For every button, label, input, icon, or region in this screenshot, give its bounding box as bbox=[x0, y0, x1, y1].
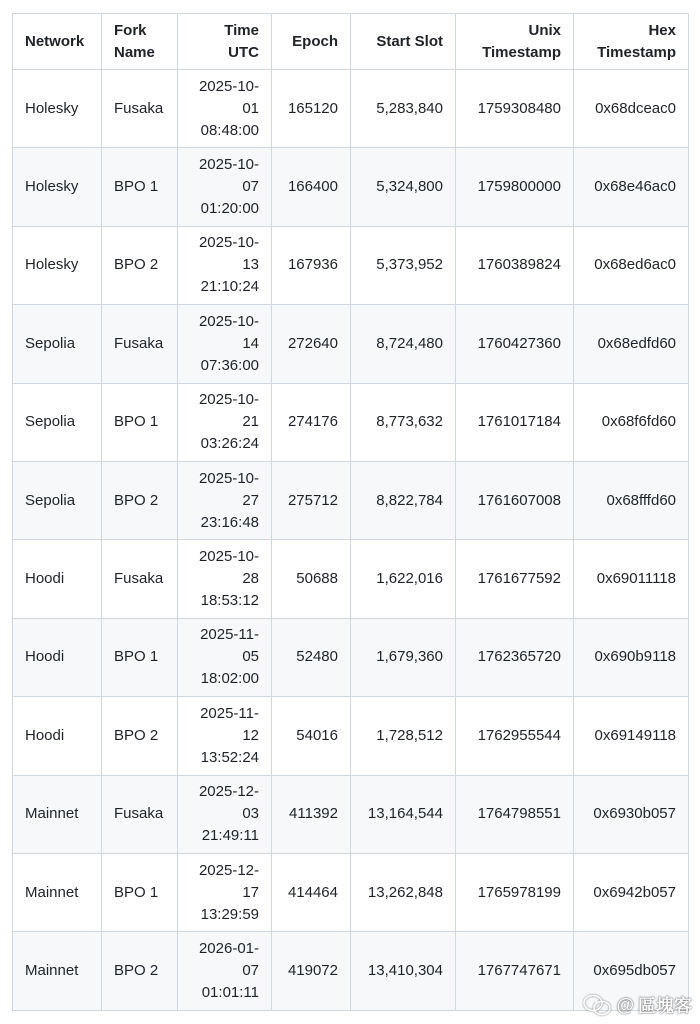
cell-fork-name: BPO 1 bbox=[102, 383, 178, 461]
cell-start-slot: 13,410,304 bbox=[351, 932, 456, 1010]
cell-network: Sepolia bbox=[13, 461, 102, 539]
time-date: 2025-10- bbox=[198, 156, 259, 174]
time-date: 2025-12- bbox=[198, 783, 259, 801]
cell-time-utc bbox=[178, 148, 272, 226]
cell-start-slot: 1,622,016 bbox=[351, 540, 456, 618]
time-date: 2025-10- bbox=[198, 77, 259, 95]
header-network: Network bbox=[13, 14, 102, 70]
cell-hex-timestamp: 0x68f6fd60 bbox=[574, 383, 689, 461]
cell-time-utc bbox=[178, 461, 272, 539]
cell-time-utc bbox=[178, 226, 272, 304]
cell-unix-timestamp: 1761607008 bbox=[456, 461, 574, 539]
cell-fork-name: Fusaka bbox=[102, 540, 178, 618]
time-clock: 18:02:00 bbox=[200, 670, 259, 688]
time-date: 2026-01- bbox=[198, 939, 259, 957]
time-day: 05 bbox=[242, 648, 259, 666]
watermark bbox=[582, 992, 692, 1018]
cell-unix-timestamp: 1760389824 bbox=[456, 226, 574, 304]
cell-hex-timestamp: 0x690b9118 bbox=[574, 618, 689, 696]
table-row bbox=[13, 70, 689, 148]
cell-fork-name: BPO 1 bbox=[102, 148, 178, 226]
table-row bbox=[13, 540, 689, 618]
cell-network: Hoodi bbox=[13, 540, 102, 618]
cell-epoch: 54016 bbox=[272, 697, 351, 775]
cell-fork-name: Fusaka bbox=[102, 305, 178, 383]
cell-unix-timestamp: 1762365720 bbox=[456, 618, 574, 696]
cell-time-utc bbox=[178, 540, 272, 618]
cell-unix-timestamp: 1765978199 bbox=[456, 853, 574, 931]
cell-start-slot: 5,324,800 bbox=[351, 148, 456, 226]
cell-time-utc bbox=[178, 70, 272, 148]
cell-hex-timestamp: 0x68e46ac0 bbox=[574, 148, 689, 226]
cell-network: Sepolia bbox=[13, 383, 102, 461]
cell-start-slot: 8,822,784 bbox=[351, 461, 456, 539]
wechat-logo-icon bbox=[582, 993, 612, 1017]
cell-epoch: 419072 bbox=[272, 932, 351, 1010]
cell-hex-timestamp: 0x69011118 bbox=[574, 540, 689, 618]
watermark-text: 區塊客 bbox=[638, 996, 692, 1016]
cell-hex-timestamp: 0x68edfd60 bbox=[574, 305, 689, 383]
cell-fork-name: BPO 1 bbox=[102, 853, 178, 931]
cell-epoch: 414464 bbox=[272, 853, 351, 931]
cell-time-utc bbox=[178, 697, 272, 775]
header-start-slot: Start Slot bbox=[351, 14, 456, 70]
time-date: 2025-10- bbox=[198, 234, 259, 252]
time-clock: 13:29:59 bbox=[200, 905, 259, 923]
cell-unix-timestamp: 1764798551 bbox=[456, 775, 574, 853]
cell-start-slot: 1,728,512 bbox=[351, 697, 456, 775]
time-date: 2025-11- bbox=[200, 704, 259, 722]
cell-network: Hoodi bbox=[13, 618, 102, 696]
cell-unix-timestamp: 1759800000 bbox=[456, 148, 574, 226]
time-day: 07 bbox=[242, 961, 259, 979]
cell-epoch: 167936 bbox=[272, 226, 351, 304]
cell-epoch: 275712 bbox=[272, 461, 351, 539]
time-day: 07 bbox=[242, 178, 259, 196]
cell-hex-timestamp: 0x69149118 bbox=[574, 697, 689, 775]
cell-fork-name: BPO 2 bbox=[102, 226, 178, 304]
time-clock: 01:01:11 bbox=[201, 983, 259, 1001]
cell-fork-name: BPO 2 bbox=[102, 697, 178, 775]
time-day: 13 bbox=[242, 256, 259, 274]
cell-start-slot: 8,773,632 bbox=[351, 383, 456, 461]
cell-network: Holesky bbox=[13, 70, 102, 148]
table-row bbox=[13, 383, 689, 461]
table-row bbox=[13, 618, 689, 696]
cell-start-slot: 8,724,480 bbox=[351, 305, 456, 383]
time-date: 2025-10- bbox=[198, 391, 259, 409]
cell-unix-timestamp: 1761017184 bbox=[456, 383, 574, 461]
time-day: 12 bbox=[242, 726, 259, 744]
time-clock: 21:49:11 bbox=[201, 827, 259, 845]
time-day: 01 bbox=[242, 99, 259, 117]
cell-epoch: 272640 bbox=[272, 305, 351, 383]
header-row bbox=[13, 14, 689, 70]
time-date: 2025-12- bbox=[198, 861, 259, 879]
cell-epoch: 274176 bbox=[272, 383, 351, 461]
table-row bbox=[13, 853, 689, 931]
cell-time-utc bbox=[178, 618, 272, 696]
fork-schedule-table bbox=[12, 13, 689, 1011]
cell-network: Holesky bbox=[13, 226, 102, 304]
cell-start-slot: 13,164,544 bbox=[351, 775, 456, 853]
table-row bbox=[13, 697, 689, 775]
time-clock: 03:26:24 bbox=[200, 435, 259, 453]
table-row bbox=[13, 226, 689, 304]
cell-fork-name: Fusaka bbox=[102, 775, 178, 853]
time-date: 2025-10- bbox=[198, 548, 259, 566]
time-date: 2025-10- bbox=[198, 312, 259, 330]
cell-fork-name: BPO 1 bbox=[102, 618, 178, 696]
cell-hex-timestamp: 0x68ed6ac0 bbox=[574, 226, 689, 304]
cell-unix-timestamp: 1760427360 bbox=[456, 305, 574, 383]
time-clock: 21:10:24 bbox=[200, 278, 259, 296]
table-row bbox=[13, 305, 689, 383]
cell-unix-timestamp: 1759308480 bbox=[456, 70, 574, 148]
cell-network: Hoodi bbox=[13, 697, 102, 775]
time-clock: 18:53:12 bbox=[200, 592, 259, 610]
cell-start-slot: 1,679,360 bbox=[351, 618, 456, 696]
cell-time-utc bbox=[178, 932, 272, 1010]
time-day: 27 bbox=[242, 491, 259, 509]
cell-hex-timestamp: 0x68fffd60 bbox=[574, 461, 689, 539]
cell-time-utc bbox=[178, 853, 272, 931]
time-day: 17 bbox=[242, 883, 259, 901]
table-row bbox=[13, 148, 689, 226]
cell-hex-timestamp: 0x695db057 bbox=[574, 932, 689, 1010]
header-hex-timestamp: Hex Timestamp bbox=[574, 14, 689, 70]
time-date: 2025-10- bbox=[198, 469, 259, 487]
cell-unix-timestamp: 1761677592 bbox=[456, 540, 574, 618]
time-clock: 23:16:48 bbox=[200, 513, 259, 531]
time-day: 28 bbox=[242, 570, 259, 588]
cell-time-utc bbox=[178, 775, 272, 853]
cell-network: Holesky bbox=[13, 148, 102, 226]
table-row bbox=[13, 461, 689, 539]
cell-epoch: 166400 bbox=[272, 148, 351, 226]
time-clock: 07:36:00 bbox=[200, 356, 259, 374]
time-day: 03 bbox=[242, 805, 259, 823]
cell-start-slot: 5,373,952 bbox=[351, 226, 456, 304]
cell-unix-timestamp: 1762955544 bbox=[456, 697, 574, 775]
header-fork-name: Fork Name bbox=[102, 14, 178, 70]
cell-network: Mainnet bbox=[13, 932, 102, 1010]
cell-time-utc bbox=[178, 305, 272, 383]
cell-unix-timestamp: 1767747671 bbox=[456, 932, 574, 1010]
time-clock: 01:20:00 bbox=[200, 200, 259, 218]
header-epoch: Epoch bbox=[272, 14, 351, 70]
cell-epoch: 52480 bbox=[272, 618, 351, 696]
cell-network: Mainnet bbox=[13, 853, 102, 931]
cell-hex-timestamp: 0x68dceac0 bbox=[574, 70, 689, 148]
cell-time-utc bbox=[178, 383, 272, 461]
cell-epoch: 50688 bbox=[272, 540, 351, 618]
cell-fork-name: BPO 2 bbox=[102, 932, 178, 1010]
cell-epoch: 165120 bbox=[272, 70, 351, 148]
time-clock: 08:48:00 bbox=[200, 121, 259, 139]
cell-hex-timestamp: 0x6942b057 bbox=[574, 853, 689, 931]
cell-network: Mainnet bbox=[13, 775, 102, 853]
cell-fork-name: Fusaka bbox=[102, 70, 178, 148]
time-day: 21 bbox=[242, 413, 259, 431]
time-clock: 13:52:24 bbox=[200, 748, 259, 766]
cell-network: Sepolia bbox=[13, 305, 102, 383]
watermark-at: @ bbox=[616, 994, 634, 1015]
cell-start-slot: 5,283,840 bbox=[351, 70, 456, 148]
header-time-utc: Time UTC bbox=[178, 14, 272, 70]
header-unix-timestamp: Unix Timestamp bbox=[456, 14, 574, 70]
cell-hex-timestamp: 0x6930b057 bbox=[574, 775, 689, 853]
time-day: 14 bbox=[242, 334, 259, 352]
cell-start-slot: 13,262,848 bbox=[351, 853, 456, 931]
table-row bbox=[13, 775, 689, 853]
cell-epoch: 411392 bbox=[272, 775, 351, 853]
time-date: 2025-11- bbox=[200, 626, 259, 644]
cell-fork-name: BPO 2 bbox=[102, 461, 178, 539]
